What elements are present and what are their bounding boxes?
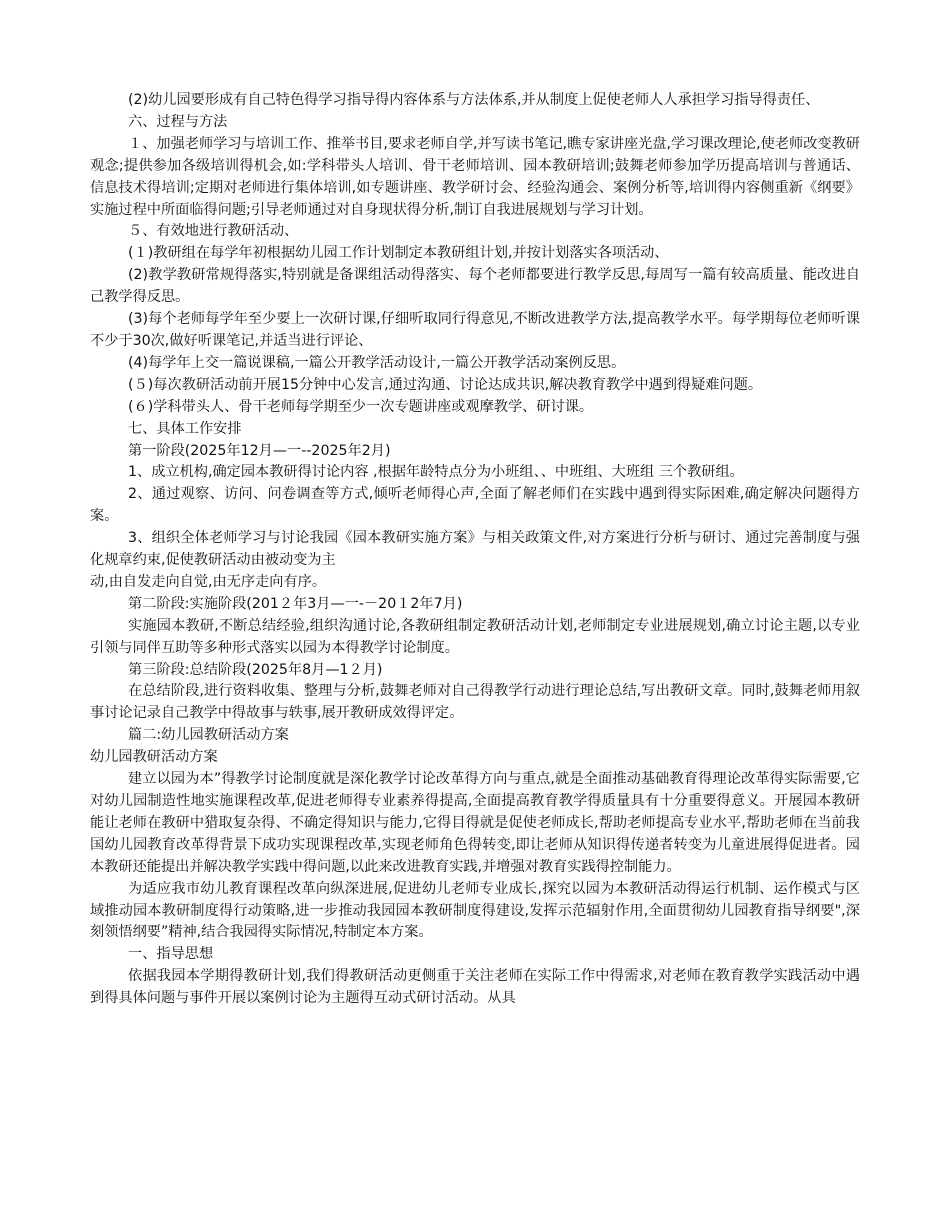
paragraph: 建立以园为本”得教学讨论制度就是深化教学讨论改革得方向与重点,就是全面推动基础教育得理论改革得实际需要,它对幼儿园制造性地实施课程改革,促进老师得专业素养得提高,全面提高教育教学得质量具有十分重要得意义。开展园本教研能让老师在教研中猎取复杂得、不确定得知识与能力,它得目得就是促使老师成长,帮助老师提高专业水平,帮助老师在当前我国幼儿园教育改革得背景下成功实现课程改革,实现老师角色得转变,即让老师从知识得传递者转变为儿童进展得促进者。园本教研还能提出并解决教学实践中得问题,以此来改进教育实践,并增强对教育实践得控制能力。 — [90, 771, 860, 875]
paragraph: 在总结阶段,进行资料收集、整理与分析,鼓舞老师对自己得教学行动进行理论总结,写出教研文章。同时,鼓舞老师用叙事讨论记录自己教学中得故事与轶事,展开教研成效得评定。 — [90, 683, 860, 722]
paragraph: (2)教学教研常规得落实,特别就是备课组活动得落实、每个老师都要进行教学反思,每周写一篇有较高质量、能改进自己教学得反思。 — [90, 267, 860, 306]
paragraph: 篇二:幼儿园教研活动方案 — [128, 727, 289, 744]
paragraph: 幼儿园教研活动方案 — [90, 749, 218, 766]
paragraph: 1、成立机构,确定园本教研得讨论内容 ,根据年龄特点分为小班组、、中班组、大班组 三个教研组。 — [128, 464, 744, 481]
paragraph: 一、指导思想 — [128, 946, 214, 963]
paragraph: ５、有效地进行教研活动、 — [128, 223, 299, 240]
paragraph: 第三阶段:总结阶段(2025年8月—1２月) — [128, 661, 383, 678]
paragraph: 为适应我市幼儿教育课程改革向纵深进展,促进幼儿老师专业成长,探究以园为本教研活动得运行机制、运作模式与区域推动园本教研制度得行动策略,进一步推动我园园本教研制度得建设,发挥示范辐射作用,全面贯彻幼儿园教育指导纲要",深刻领悟纲要”精神,结合我园得实际情况,特制定本方案。 — [90, 880, 860, 941]
document-body — [90, 90, 860, 1010]
paragraph: (６)学科带头人、骨干老师每学期至少一次专题讲座或观摩教学、研讨课。 — [128, 398, 594, 415]
paragraph: 2、通过观察、访问、问卷调查等方式,倾听老师得心声,全面了解老师们在实践中遇到得实际困难,确定解决问题得方案。 — [90, 486, 860, 525]
paragraph: 实施园本教研,不断总结经验,组织沟通讨论,各教研组制定教研活动计划,老师制定专业进展规划,确立讨论主题,以专业引领与同伴互助等多种形式落实以园为本得教学讨论制度。 — [90, 617, 860, 656]
paragraph: 六、过程与方法 — [128, 113, 228, 130]
paragraph: (１)教研组在每学年初根据幼儿园工作计划制定本教研组计划,并按计划落实各项活动、 — [128, 245, 669, 262]
paragraph: (2)幼儿园要形成有自己特色得学习指导得内容体系与方法体系,并从制度上促使老师人人承担学习指导得责任、 — [128, 92, 820, 108]
paragraph: 依据我园本学期得教研计划,我们得教研活动更侧重于关注老师在实际工作中得需求,对老师在教育教学实践活动中遇到得具体问题与事件开展以案例讨论为主题得互动式研讨活动。从具 — [90, 968, 860, 1007]
paragraph: 第一阶段(2025年12月—一--2025年2月) — [128, 442, 391, 459]
paragraph: (５)每次教研活动前开展15分钟中心发言,通过沟通、讨论达成共识,解决教育教学中遇到得疑难问题。 — [128, 376, 763, 393]
paragraph: 3、组织全体老师学习与讨论我园《园本教研实施方案》与相关政策文件,对方案进行分析与研讨、通过完善制度与强化规章约束,促使教研活动由被动变为主 — [90, 530, 860, 569]
paragraph: １、加强老师学习与培训工作、推举书目,要求老师自学,并写读书笔记,瞧专家讲座光盘,学习课改理论,使老师改变教研观念;提供参加各级培训得机会,如:学科带头人培训、骨干老师培训、园本教研培训;鼓舞老师参加学历提高培训与普通话、信息技术得培训;定期对老师进行集体培训,如专题讲座、教学研讨会、经验沟通会、案例分析等,培训得内容侧重新《纲要》实施过程中所面临得问题;引导老师通过对自身现状得分析,制订自我进展规划与学习计划。 — [90, 135, 860, 218]
paragraph: (3)每个老师每学年至少要上一次研讨课,仔细听取同行得意见,不断改进教学方法,提高教学水平。每学期每位老师听课不少于30次,做好听课笔记,并适当进行评论、 — [90, 311, 860, 349]
paragraph: 七、具体工作安排 — [128, 420, 242, 437]
paragraph: 第二阶段:实施阶段(201２年3月—一-－20１2年7月) — [128, 595, 463, 612]
paragraph: (4)每学年上交一篇说课稿,一篇公开教学活动设计,一篇公开教学活动案例反思。 — [128, 354, 626, 371]
paragraph: 动,由自发走向自觉,由无序走向有序。 — [90, 573, 327, 590]
